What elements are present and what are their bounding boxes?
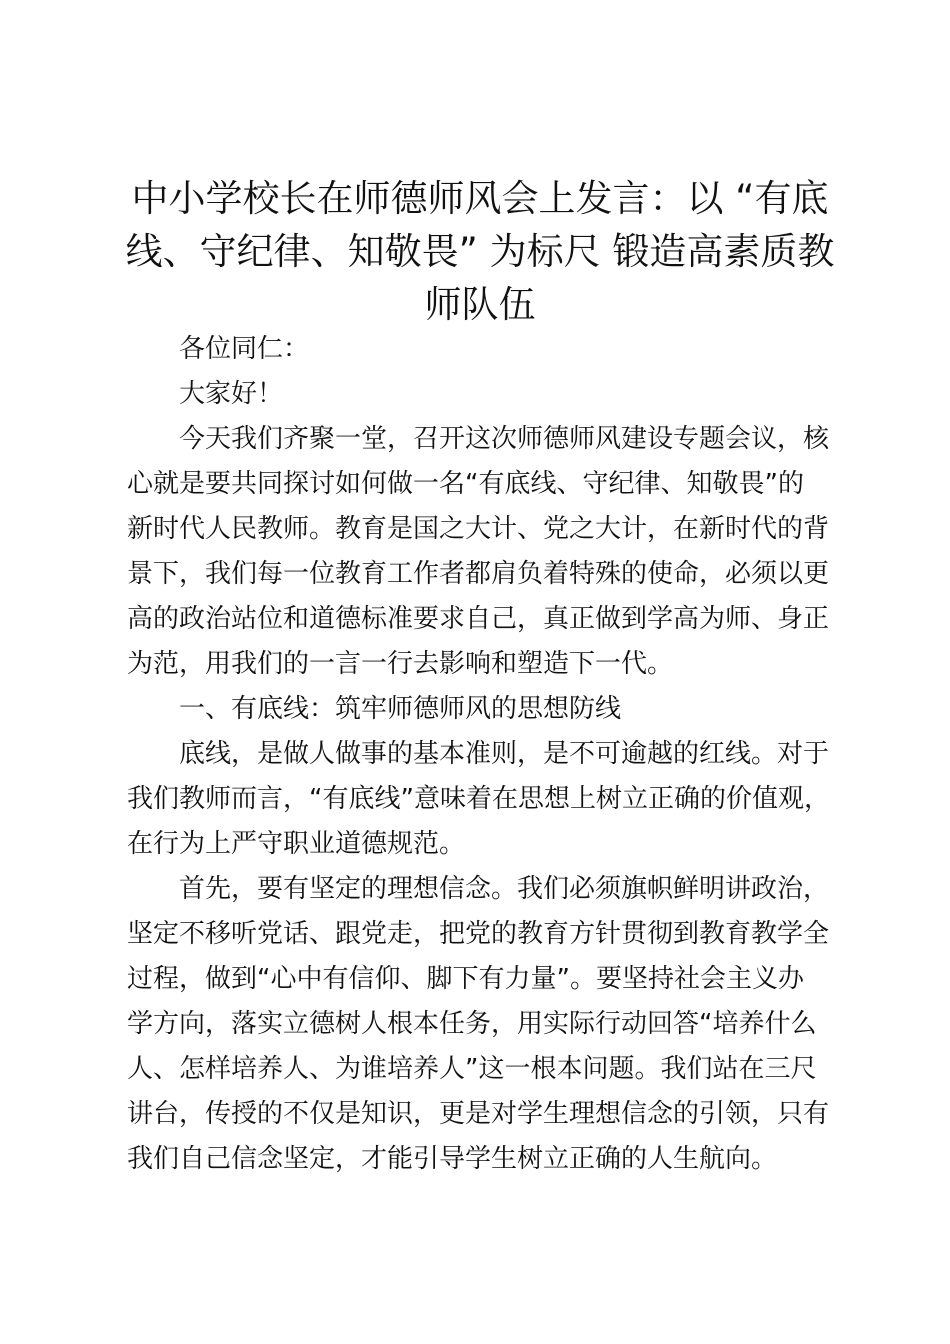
salutation xyxy=(127,327,867,372)
greeting xyxy=(127,372,867,417)
title-line: 师队伍 xyxy=(424,283,536,326)
title-line: 线、守纪律、知敬畏” 为标尺 锻造高素质教 xyxy=(125,230,835,273)
text-line: 讲台，传授的不仅是知识，更是对学生理想信念的引领，只有 xyxy=(127,1099,830,1129)
paragraph-bottom-line xyxy=(127,732,867,867)
document-title xyxy=(120,172,840,331)
text-line: 过程，做到“心中有信仰、脚下有力量”。要坚持社会主义办 xyxy=(127,964,804,994)
section-heading xyxy=(127,687,867,732)
text-line: 首先，要有坚定的理想信念。我们必须旗帜鲜明讲政治， xyxy=(179,874,830,904)
text-line: 坚定不移听党话、跟党走，把党的教育方针贯彻到教育教学全 xyxy=(127,919,830,949)
title-line: 中小学校长在师德师风会上发言：以 “有底 xyxy=(131,177,829,220)
text-line: 高的政治站位和道德标准要求自己，真正做到学高为师、身正 xyxy=(127,604,830,634)
text-line: 人、怎样培养人、为谁培养人”这一根本问题。我们站在三尺 xyxy=(127,1054,817,1084)
text-line: 景下，我们每一位教育工作者都肩负着特殊的使命，必须以更 xyxy=(127,559,830,589)
text-line: 各位同仁： xyxy=(179,334,310,364)
text-line: 学方向，落实立德树人根本任务，用实际行动回答“培养什么 xyxy=(127,1009,817,1039)
text-line: 为范，用我们的一言一行去影响和塑造下一代。 xyxy=(127,649,674,679)
text-line: 我们自己信念坚定，才能引导学生树立正确的人生航向。 xyxy=(127,1144,778,1174)
text-line: 新时代人民教师。教育是国之大计、党之大计，在新时代的背 xyxy=(127,514,830,544)
document-body xyxy=(127,327,867,1182)
text-line: 今天我们齐聚一堂，召开这次师德师风建设专题会议，核 xyxy=(179,424,830,454)
text-line: 底线，是做人做事的基本准则，是不可逾越的红线。对于 xyxy=(179,739,830,769)
text-line: 在行为上严守职业道德规范。 xyxy=(127,829,466,859)
paragraph-intro xyxy=(127,417,867,687)
text-line: 心就是要共同探讨如何做一名“有底线、守纪律、知敬畏”的 xyxy=(127,469,804,499)
text-line: 一、有底线：筑牢师德师风的思想防线 xyxy=(179,694,622,724)
text-line: 大家好！ xyxy=(179,379,284,409)
text-line: 我们教师而言，“有底线”意味着在思想上树立正确的价值观， xyxy=(127,784,830,814)
paragraph-ideals xyxy=(127,867,867,1182)
